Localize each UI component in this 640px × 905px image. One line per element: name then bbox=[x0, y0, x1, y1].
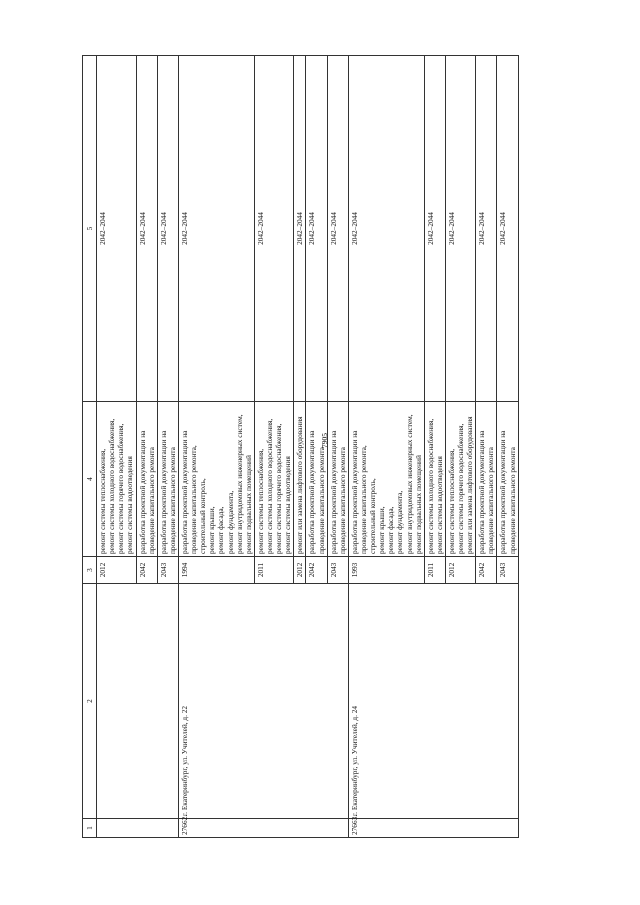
work-types-cell bbox=[476, 402, 497, 557]
period-cell: 2042–2044 bbox=[97, 56, 136, 402]
period-cell: 2042–2044 bbox=[424, 56, 445, 402]
row-number-cell: 27662. bbox=[178, 819, 348, 838]
period-cell: 2042–2044 bbox=[348, 56, 424, 402]
year-cell: 2043 bbox=[497, 557, 518, 584]
year-cell: 2011 bbox=[254, 557, 293, 584]
work-types-cell bbox=[445, 402, 475, 557]
work-types-cell bbox=[424, 402, 445, 557]
work-item: ремонт или замена лифтового оборудования bbox=[465, 416, 475, 554]
year-cell: 2011 bbox=[424, 557, 445, 584]
period-cell: 2042–2044 bbox=[476, 56, 497, 402]
work-item: разработка проектной документации на bbox=[137, 430, 147, 554]
year-cell: 1993 bbox=[348, 557, 424, 584]
work-item: ремонт внутридомовых инженерных систем, bbox=[234, 414, 244, 554]
period-cell: 2042–2044 bbox=[327, 56, 348, 402]
table-body bbox=[97, 56, 519, 838]
work-item: ремонт фасада, bbox=[216, 506, 226, 554]
work-item: разработка проектной документации на bbox=[498, 430, 508, 554]
period-cell: 2042–2044 bbox=[157, 56, 178, 402]
work-types-cell bbox=[294, 402, 306, 557]
address-cell: г. Екатеринбург, ул. Учителей, д. 24 bbox=[348, 584, 518, 819]
work-types-cell bbox=[157, 402, 178, 557]
work-item: ремонт подвальных помещений bbox=[413, 455, 423, 554]
year-cell: 2043 bbox=[157, 557, 178, 584]
work-item: ремонт системы холодного водоснабжения, bbox=[107, 418, 117, 554]
work-item: разработка проектной документации на bbox=[349, 430, 359, 554]
work-types-cell bbox=[306, 402, 327, 557]
work-item: проведение капитального ремонта bbox=[337, 447, 347, 554]
work-item: ремонт фундамента, bbox=[225, 490, 235, 554]
work-types-cell bbox=[327, 402, 348, 557]
table-row bbox=[178, 56, 254, 838]
work-types-cell bbox=[136, 402, 157, 557]
address-cell bbox=[97, 584, 179, 819]
work-item: ремонт подвальных помещений bbox=[243, 455, 253, 554]
work-item: разработка проектной документации на bbox=[179, 430, 189, 554]
header-col-1: 1 bbox=[83, 819, 97, 838]
work-types-cell bbox=[348, 402, 424, 557]
work-item: проведение капитального ремонта, bbox=[358, 445, 368, 554]
page-number: 7905 bbox=[320, 433, 329, 448]
work-types-cell bbox=[254, 402, 293, 557]
work-item: проведение капитального ремонта bbox=[316, 447, 326, 554]
work-item: разработка проектной документации на bbox=[158, 430, 168, 554]
period-cell: 2042–2044 bbox=[497, 56, 518, 402]
work-item: проведение капитального ремонта bbox=[167, 447, 177, 554]
year-cell: 1994 bbox=[178, 557, 254, 584]
work-types-cell bbox=[497, 402, 518, 557]
work-item: ремонт системы водоотведения bbox=[125, 456, 135, 554]
work-item: ремонт системы горячего водоснабжения, bbox=[456, 423, 466, 554]
year-cell: 2012 bbox=[445, 557, 475, 584]
header-col-4: 4 bbox=[83, 402, 97, 557]
work-item: ремонт внутридомовых инженерных систем, bbox=[404, 414, 414, 554]
period-cell: 2042–2044 bbox=[294, 56, 306, 402]
work-item: ремонт системы теплоснабжения, bbox=[98, 448, 108, 554]
work-item: ремонт системы горячего водоснабжения, bbox=[274, 423, 284, 554]
capital-repair-table bbox=[82, 55, 519, 838]
work-item: ремонт системы водоотведения bbox=[434, 456, 444, 554]
work-item: проведение капитального ремонта bbox=[146, 447, 156, 554]
work-item: проведение капитального ремонта bbox=[507, 447, 517, 554]
work-item: разработка проектной документации на bbox=[477, 430, 487, 554]
table-row bbox=[97, 56, 136, 838]
address-cell: г. Екатеринбург, ул. Учителей, д. 22 bbox=[178, 584, 348, 819]
year-cell: 2012 bbox=[97, 557, 136, 584]
table-row bbox=[348, 56, 424, 838]
work-item: ремонт или замена лифтового оборудования bbox=[295, 416, 305, 554]
period-cell: 2042–2044 bbox=[178, 56, 254, 402]
year-cell: 2042 bbox=[136, 557, 157, 584]
work-item: проведение капитального ремонта, bbox=[189, 445, 199, 554]
year-cell: 2042 bbox=[476, 557, 497, 584]
year-cell: 2043 bbox=[327, 557, 348, 584]
work-item: проведение капитального ремонта bbox=[486, 447, 496, 554]
period-cell: 2042–2044 bbox=[254, 56, 293, 402]
work-item: ремонт системы теплоснабжения, bbox=[446, 448, 456, 554]
header-col-3: 3 bbox=[83, 557, 97, 584]
work-item: ремонт крыши, bbox=[207, 506, 217, 554]
work-item: ремонт фасада, bbox=[386, 506, 396, 554]
work-item: разработка проектной документации на bbox=[328, 430, 338, 554]
work-item: разработка проектной документации на bbox=[307, 430, 317, 554]
year-cell: 2042 bbox=[306, 557, 327, 584]
work-item: строительный контроль, bbox=[198, 478, 208, 554]
row-number-cell: 27663. bbox=[348, 819, 518, 838]
work-item: ремонт системы теплоснабжения, bbox=[255, 448, 265, 554]
work-types-cell bbox=[97, 402, 136, 557]
work-item: ремонт системы холодного водоснабжения, bbox=[425, 418, 435, 554]
period-cell: 2042–2044 bbox=[445, 56, 475, 402]
work-item: ремонт системы водоотведения bbox=[283, 456, 293, 554]
work-item: ремонт фундамента, bbox=[395, 490, 405, 554]
period-cell: 2042–2044 bbox=[306, 56, 327, 402]
table-header-row bbox=[83, 56, 97, 838]
work-item: ремонт крыши, bbox=[377, 506, 387, 554]
year-cell: 2012 bbox=[294, 557, 306, 584]
header-col-5: 5 bbox=[83, 56, 97, 402]
work-types-cell bbox=[178, 402, 254, 557]
work-item: ремонт системы горячего водоснабжения, bbox=[116, 423, 126, 554]
row-number-cell bbox=[97, 819, 179, 838]
rotated-page-content bbox=[82, 81, 602, 838]
work-item: строительный контроль, bbox=[368, 478, 378, 554]
work-item: ремонт системы холодного водоснабжения, bbox=[264, 418, 274, 554]
period-cell: 2042–2044 bbox=[136, 56, 157, 402]
header-col-2: 2 bbox=[83, 584, 97, 819]
